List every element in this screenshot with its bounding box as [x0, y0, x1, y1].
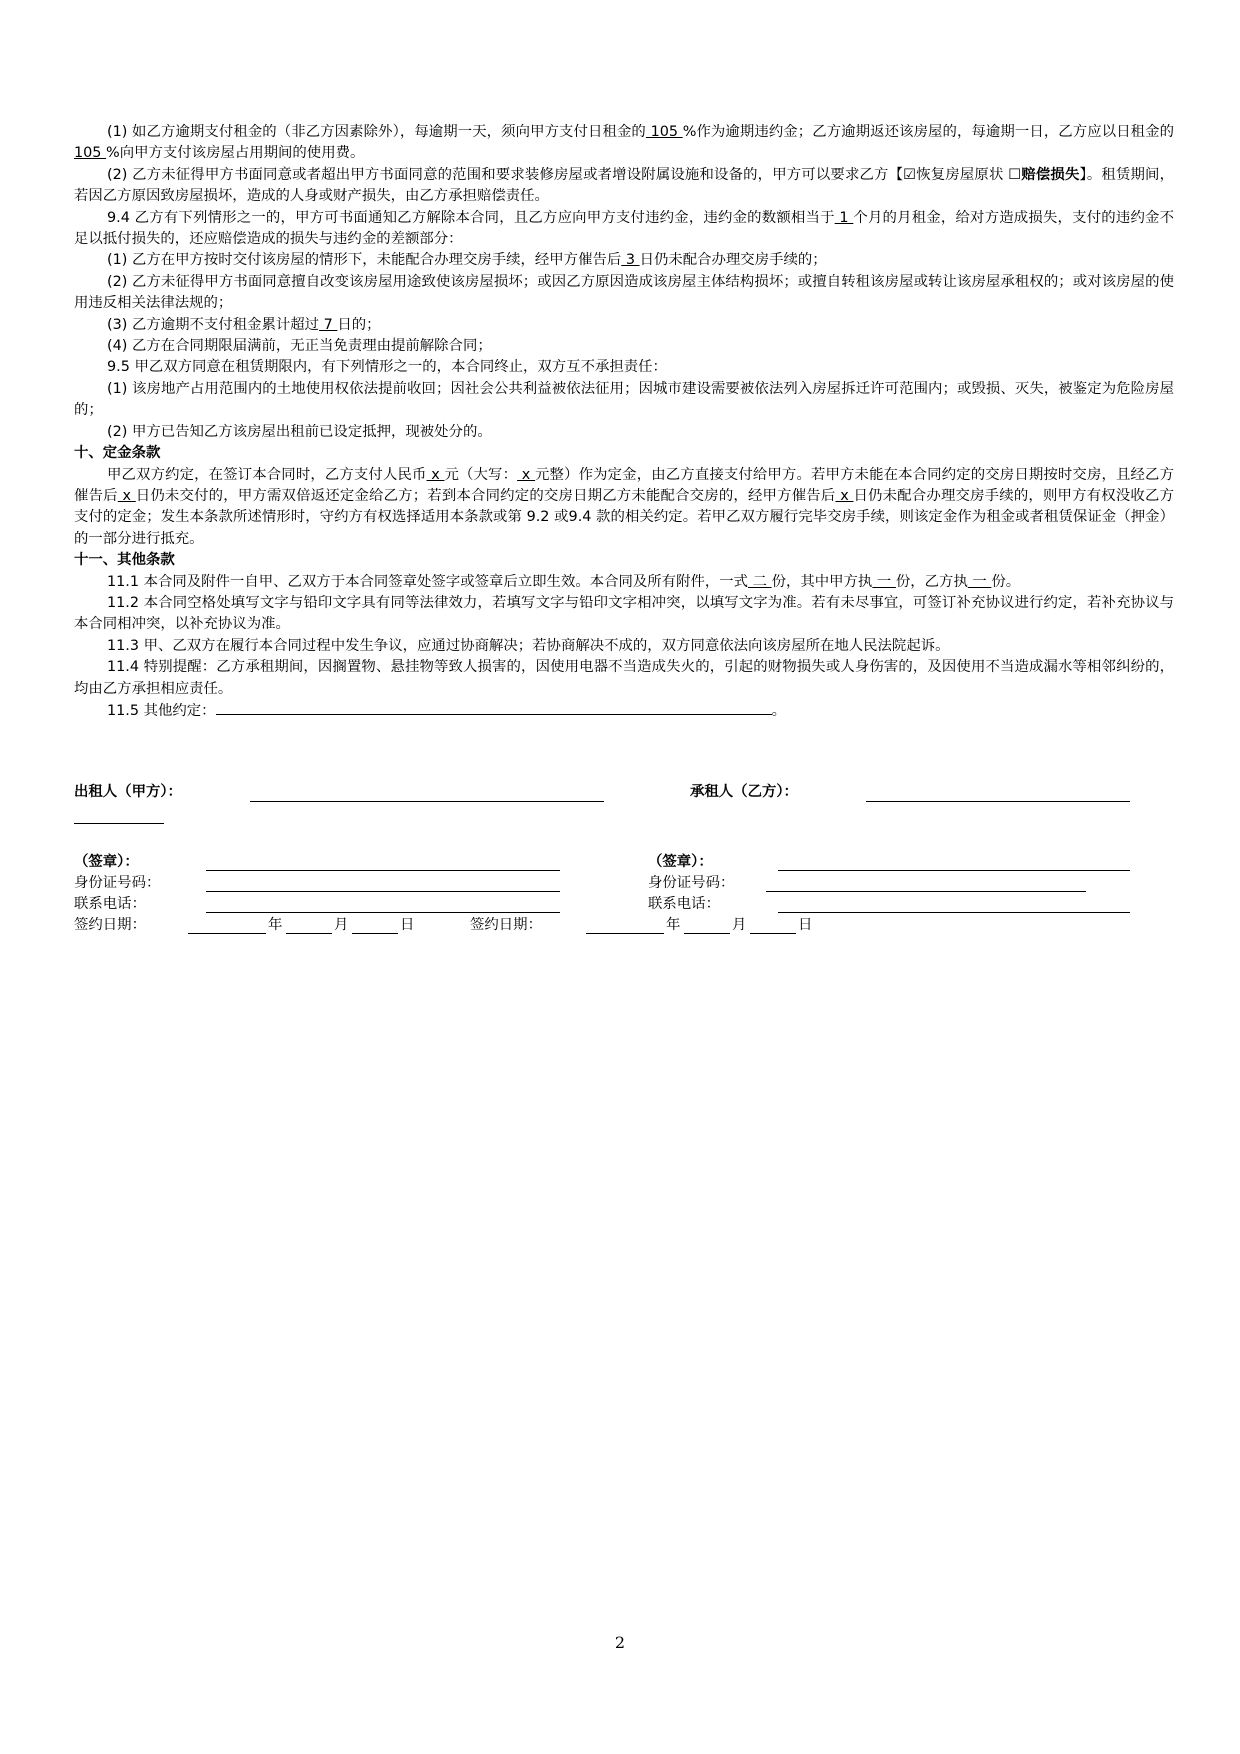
clause-9-4: 9.4 乙方有下列情形之一的，甲方可书面通知乙方解除本合同，且乙方应向甲方支付违约金，违约金的数额相当于 1 个月的月租金，给对方造成损失，支付的违约金不足以抵付损失的，还应赔偿造成的损失与违约金的差额部分： [74, 209, 1174, 248]
contract-body [74, 122, 1174, 722]
lessee-seal-line[interactable] [778, 870, 1130, 871]
clause-9-4-4: (4) 乙方在合同期限届满前，无正当免责理由提前解除合同； [107, 338, 492, 355]
lessee-seal-label: （签章）： [648, 854, 713, 870]
lessor-month-line[interactable] [286, 933, 332, 934]
lessee-name-line-cont [74, 823, 164, 824]
unchecked-checkbox-icon: ☐ [1008, 166, 1022, 183]
clause-11-1: 11.1 本合同及附件一自甲、乙双方于本合同签章处签字或签章后立即生效。本合同及所有附件，一式 二 份，其中甲方执 一 份，乙方执 一 份。 [107, 573, 1021, 590]
clause-9-4-1: (1) 乙方在甲方按时交付该房屋的情形下，未能配合办理交房手续，经甲方催告后 3 日仍未配合办理交房手续的； [107, 252, 827, 269]
section-heading-deposit: 十、定金条款 [74, 445, 161, 462]
lessee-year-line[interactable] [586, 933, 664, 934]
lessee-name-line[interactable] [866, 801, 1130, 802]
lessee-label: 承租人（乙方）： [690, 784, 798, 800]
clause-9-4-2: (2) 乙方未征得甲方书面同意擅自改变该房屋用途致使该房屋损坏；或因乙方原因造成该房屋主体结构损坏；或擅自转租该房屋或转让该房屋承租权的；或对该房屋的使用违反相关法律法规的； [74, 273, 1174, 312]
lessee-id-label: 身份证号码： [648, 875, 735, 891]
clause-11-3: 11.3 甲、乙双方在履行本合同过程中发生争议，应通过协商解决；若协商解决不成的，双方同意依法向该房屋所在地人民法院起诉。 [107, 637, 950, 654]
lessor-day-line[interactable] [352, 933, 398, 934]
clause-deposit: 甲乙双方约定，在签订本合同时，乙方支付人民币 x 元（大写： x 元整）作为定金，由乙方直接支付给甲方。若甲方未能在本合同约定的交房日期按时交房，且经乙方催告后 x 日仍未交付的，甲方需双倍返还定金给乙方；若到本合同约定的交房日期乙方未能配合交房的，经甲方催告后 x 日仍未配合办理交房手续的，则甲方有权没收乙方支付的定金；发生本条款所述情形时，守约方有权选择适用本条款或第 9.2 或9.4 款的相关约定。若甲乙双方履行完毕交房手续，则该定金作为租金或者租赁保证金（押金）的一部分进行抵充。 [74, 466, 1174, 547]
lessee-id-line[interactable] [766, 891, 1086, 892]
checked-checkbox-icon: ☑ [903, 166, 917, 183]
deposit-amount: x [426, 466, 445, 483]
lessee-phone-label: 联系电话： [648, 896, 720, 912]
lessee-month-line[interactable] [684, 933, 730, 934]
page-number: 2 [614, 1633, 626, 1652]
lessee-day-line[interactable] [750, 933, 796, 934]
lessor-id-label: 身份证号码： [74, 875, 161, 891]
lessor-date-label: 签约日期： [74, 917, 146, 933]
late-rate-2: 105 [74, 145, 107, 162]
section-heading-other: 十一、其他条款 [74, 552, 175, 569]
lessor-name-line[interactable] [250, 801, 604, 802]
notice-days: 3 [621, 252, 640, 269]
clause-9-5-1: (1) 该房地产占用范围内的土地使用权依法提前收回；因社会公共利益被依法征用；因城市建设需要被依法列入房屋拆迁许可范围内；或毁损、灭失，被鉴定为危险房屋的； [74, 380, 1174, 419]
lessor-year-line[interactable] [188, 933, 266, 934]
lessor-seal-label: （签章）： [74, 854, 139, 870]
lessee-phone-line[interactable] [778, 912, 1130, 913]
lessee-date-label: 签约日期： [470, 917, 542, 933]
clause-11-2: 11.2 本合同空格处填写文字与铅印文字具有同等法律效力，若填写文字与铅印文字相冲突，以填写文字为准。若有未尽事宜，可签订补充协议进行约定，若补充协议与本合同相冲突，以补充协议为准。 [74, 594, 1174, 633]
lessor-seal-line[interactable] [206, 870, 560, 871]
deposit-amount-words: x [517, 466, 536, 483]
copies-count: 二 [748, 573, 772, 590]
lessor-phone-line[interactable] [206, 912, 560, 913]
lessor-id-line[interactable] [206, 891, 560, 892]
clause-9-5: 9.5 甲乙双方同意在租赁期限内，有下列情形之一的，本合同终止，双方互不承担责任： [107, 359, 667, 376]
clause-9-4-3: (3) 乙方逾期不支付租金累计超过 7 日的； [107, 316, 381, 333]
clause-9-5-2: (2) 甲方已告知乙方该房屋出租前已设定抵押，现被处分的。 [107, 423, 492, 440]
clause-unauthorized-renovation: (2) 乙方未征得甲方书面同意或者超出甲方书面同意的范围和要求装修房屋或者增设附属设施和设备的，甲方可以要求乙方【☑恢复房屋原状 ☐赔偿损失】。租赁期间，若因乙方原因致房屋损坏，造成的人身或财产损失，由乙方承担赔偿责任。 [74, 166, 1174, 205]
clause-11-5: 11.5 其他约定： 。 [74, 700, 1174, 722]
late-rate-1: 105 [645, 124, 683, 140]
lessor-phone-label: 联系电话： [74, 896, 146, 912]
penalty-months: 1 [834, 209, 854, 226]
clause-11-4: 11.4 特别提醒：乙方承租期间，因搁置物、悬挂物等致人损害的，因使用电器不当造成失火的，引起的财物损失或人身伤害的，及因使用不当造成漏水等相邻纠纷的，均由乙方承担相应责任。 [74, 659, 1174, 697]
clause-late-payment: (1) 如乙方逾期支付租金的（非乙方因素除外），每逾期一天，须向甲方支付日租金的 105 %作为逾期违约金；乙方逾期返还该房屋的，每逾期一日，乙方应以日租金的 105 %向甲方支付该房屋占用期间的使用费。 [74, 124, 1175, 162]
other-terms-blank[interactable] [216, 700, 772, 715]
lessor-label: 出租人（甲方）： [74, 784, 182, 800]
overdue-days: 7 [319, 316, 338, 333]
